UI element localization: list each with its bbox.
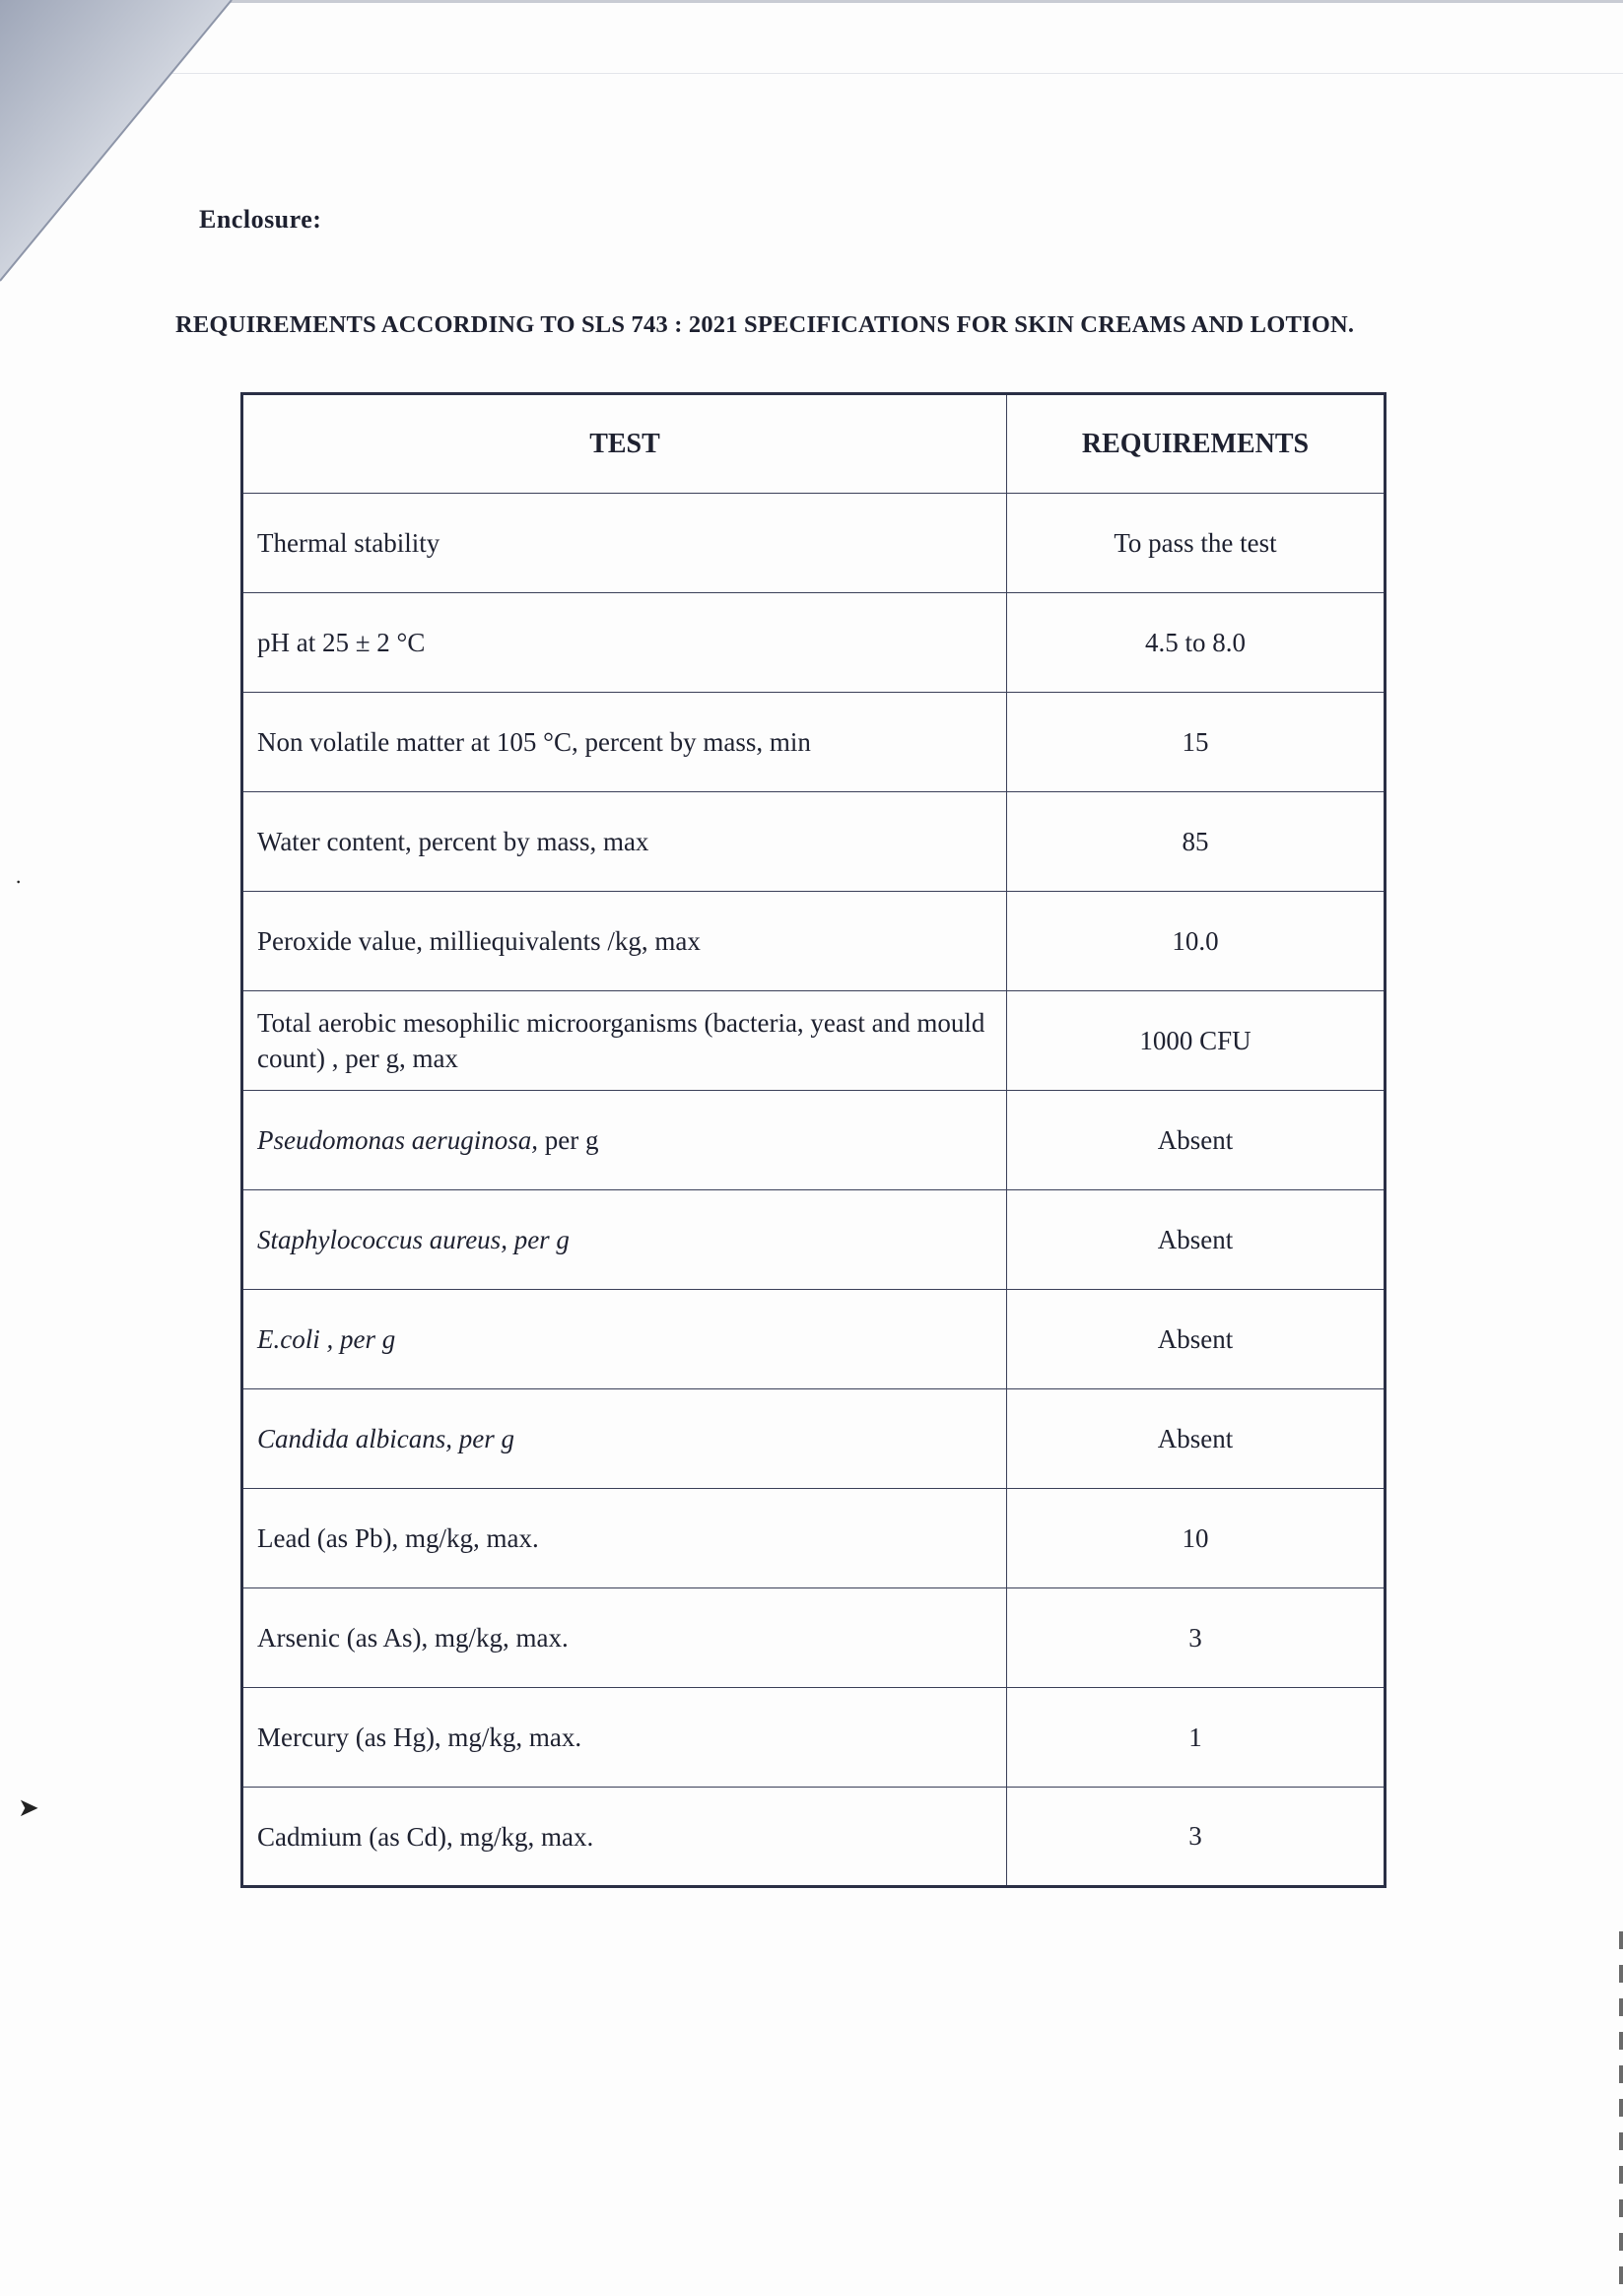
table-row <box>242 1489 1386 1588</box>
requirement-cell: Absent <box>1007 1389 1386 1489</box>
table-row <box>242 792 1386 892</box>
test-cell: pH at 25 ± 2 °C <box>242 593 1007 693</box>
requirement-cell: Absent <box>1007 1290 1386 1389</box>
requirement-cell: Absent <box>1007 1190 1386 1290</box>
table-row <box>242 991 1386 1091</box>
test-unit: per g <box>538 1125 599 1155</box>
table-row <box>242 693 1386 792</box>
table-row <box>242 1190 1386 1290</box>
requirement-cell: 85 <box>1007 792 1386 892</box>
table-row <box>242 1091 1386 1190</box>
folded-corner <box>0 0 237 286</box>
enclosure-label: Enclosure: <box>199 205 322 234</box>
table-row <box>242 494 1386 593</box>
test-cell <box>242 1091 1007 1190</box>
column-header-test: TEST <box>242 394 1007 494</box>
table-row <box>242 1290 1386 1389</box>
requirement-cell: 15 <box>1007 693 1386 792</box>
requirement-cell: 3 <box>1007 1788 1386 1887</box>
requirement-cell: 4.5 to 8.0 <box>1007 593 1386 693</box>
test-cell: Water content, percent by mass, max <box>242 792 1007 892</box>
table-row <box>242 1389 1386 1489</box>
test-cell: Peroxide value, milliequivalents /kg, max <box>242 892 1007 991</box>
scan-speck: ⸱ <box>16 872 22 894</box>
requirement-cell: Absent <box>1007 1091 1386 1190</box>
organism-name: Pseudomonas aeruginosa, <box>257 1125 538 1155</box>
requirement-cell: To pass the test <box>1007 494 1386 593</box>
requirement-cell: 10 <box>1007 1489 1386 1588</box>
table-row <box>242 593 1386 693</box>
table-row <box>242 1688 1386 1788</box>
scan-speck: ➤ <box>18 1793 39 1822</box>
test-cell: Total aerobic mesophilic microorganisms (bacteria, yeast and mould count) , per g, max <box>242 991 1007 1091</box>
test-cell: Mercury (as Hg), mg/kg, max. <box>242 1688 1007 1788</box>
test-cell: Lead (as Pb), mg/kg, max. <box>242 1489 1007 1588</box>
test-cell: Non volatile matter at 105 °C, percent by mass, min <box>242 693 1007 792</box>
test-cell: Thermal stability <box>242 494 1007 593</box>
scan-top-edge <box>0 0 1623 3</box>
document-title: REQUIREMENTS ACCORDING TO SLS 743 : 2021 SPECIFICATIONS FOR SKIN CREAMS AND LOTION. <box>175 311 1355 338</box>
requirement-cell: 10.0 <box>1007 892 1386 991</box>
test-cell: E.coli , per g <box>242 1290 1007 1389</box>
test-cell: Candida albicans, per g <box>242 1389 1007 1489</box>
requirement-cell: 1 <box>1007 1688 1386 1788</box>
table-row <box>242 892 1386 991</box>
table-row <box>242 1588 1386 1688</box>
column-header-requirements: REQUIREMENTS <box>1007 394 1386 494</box>
scan-right-edge <box>1619 1931 1623 2296</box>
requirement-cell: 3 <box>1007 1588 1386 1688</box>
scan-artifact-line <box>0 73 1623 74</box>
table-row <box>242 1788 1386 1887</box>
requirement-cell: 1000 CFU <box>1007 991 1386 1091</box>
table-header-row <box>242 394 1386 494</box>
test-cell: Cadmium (as Cd), mg/kg, max. <box>242 1788 1007 1887</box>
requirements-table <box>240 392 1386 1888</box>
test-cell: Arsenic (as As), mg/kg, max. <box>242 1588 1007 1688</box>
test-cell: Staphylococcus aureus, per g <box>242 1190 1007 1290</box>
